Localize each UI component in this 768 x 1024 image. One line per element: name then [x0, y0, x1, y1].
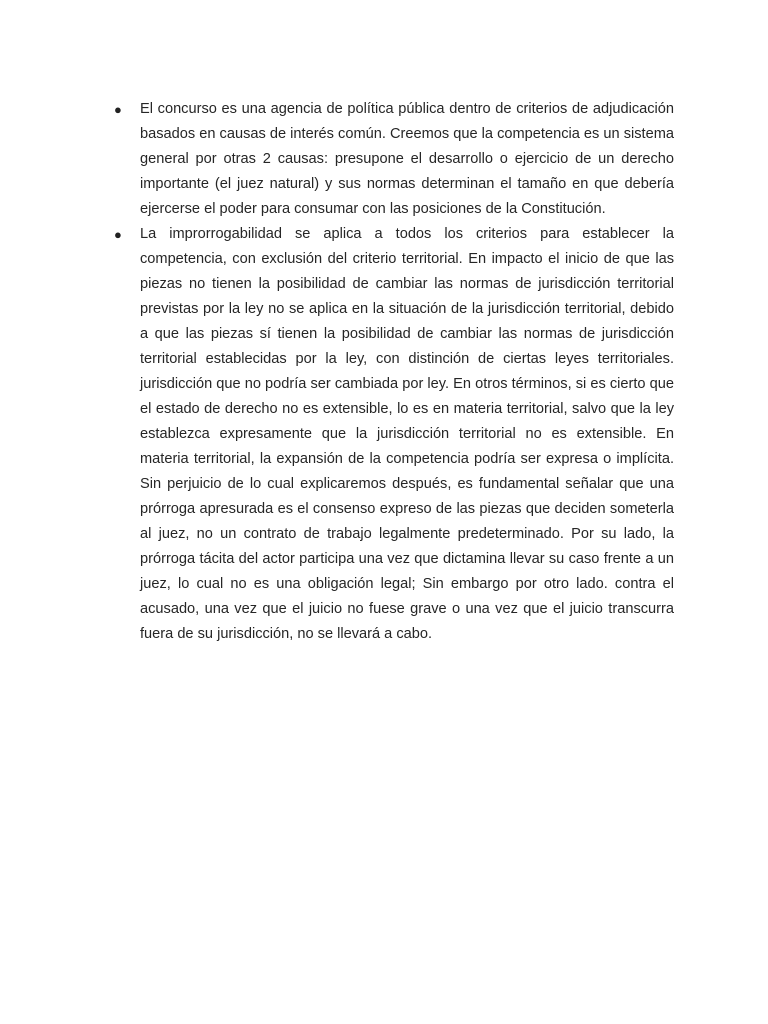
bullet-icon: ●: [114, 227, 122, 242]
paragraph-text-1: El concurso es una agencia de política pública dentro de criterios de adjudicación basados en causas de interés común. Creemos que la competencia es un sistema general por otras 2 causas: presupone el desarrollo o ejercicio de un derecho importante (el juez natural) y sus normas determinan el tamaño en que debería ejercerse el poder para consumar con las posiciones de la Constitución.: [140, 101, 674, 217]
paragraph-text-2: La improrrogabilidad se aplica a todos los criterios para establecer la competencia, con exclusión del criterio territorial. En impacto el inicio de que las piezas no tienen la posibilidad de cambiar las normas de jurisdicción territorial previstas por la ley no se aplica en la situación de la jurisdicción territorial, debido a que las piezas sí tienen la posibilidad de cambiar las normas de jurisdicción territorial establecidas por la ley, con distinción de ciertas leyes territoriales. jurisdicción que no podría ser cambiada por ley. En otros términos, si es cierto que el estado de derecho no es extensible, lo es en materia territorial, salvo que la ley establezca expresamente que la jurisdicción territorial no es extensible. En materia territorial, la expansión de la competencia podría ser expresa o implícita. Sin perjuicio de lo cual explicaremos después, es fundamental señalar que una prórroga apresurada es el consenso expreso de las piezas que deciden someterla al juez, no un contrato de trabajo legalmente predeterminado. Por su lado, la prórroga tácita del actor participa una vez que dictamina llevar su caso frente a un juez, lo cual no es una obligación legal; Sin embargo por otro lado. contra el acusado, una vez que el juicio no fuese grave o una vez que el juicio transcurra fuera de su jurisdicción, no se llevará a cabo.: [140, 226, 674, 642]
bullet-list: [112, 97, 674, 647]
bullet-item-2: [112, 222, 674, 647]
bullet-icon: ●: [114, 102, 122, 117]
bullet-item-1: [112, 97, 674, 222]
